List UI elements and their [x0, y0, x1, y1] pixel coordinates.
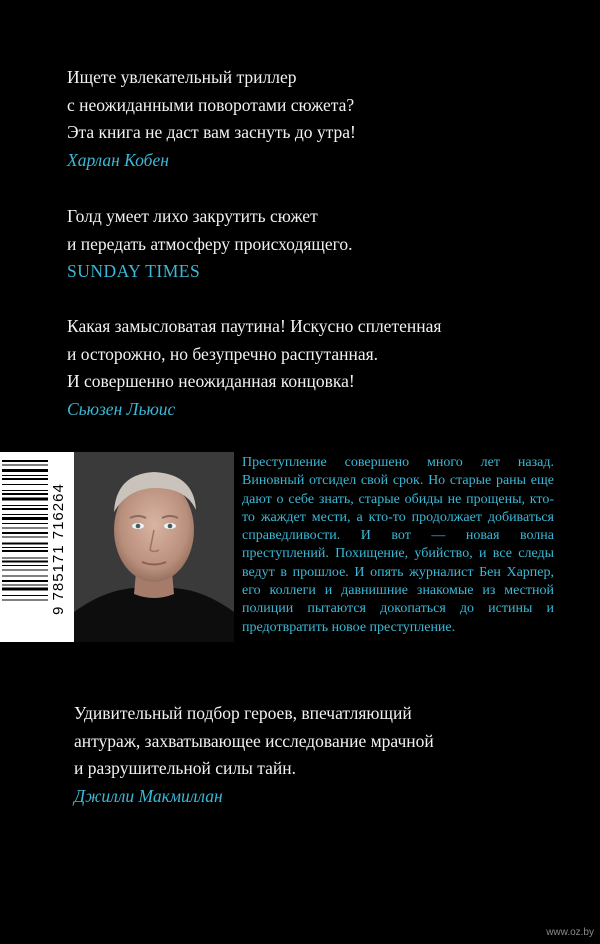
quote-author: Джилли Макмиллан: [74, 785, 223, 806]
barcode-bar: [2, 570, 48, 571]
author-portrait-image: [74, 452, 234, 642]
barcode-bar: [2, 493, 48, 495]
barcode-bar: [2, 465, 48, 466]
barcode-bar: [2, 508, 48, 510]
barcode-bar: [2, 484, 48, 485]
barcode-bar: [2, 517, 48, 520]
quote-line: антураж, захватывающее исследование мрачной: [74, 730, 434, 751]
quote-line: и осторожно, но безупречно распутанная.: [67, 343, 379, 364]
barcode-bar: [2, 478, 48, 480]
watermark: www.oz.by: [546, 927, 594, 938]
quote-1: [67, 64, 356, 174]
barcode-bars: [2, 460, 48, 638]
barcode-bar: [2, 514, 48, 515]
barcode-bar: [2, 595, 48, 596]
barcode-bar: [2, 561, 48, 563]
quote-line: и разрушительной силы тайн.: [74, 758, 296, 778]
barcode-bar: [2, 576, 48, 577]
quote-author: SUNDAY TIMES: [67, 261, 201, 281]
barcode-bar: [2, 475, 48, 476]
quote-line: Ищете увлекательный триллер: [67, 67, 297, 87]
barcode-bar: [2, 523, 48, 524]
barcode-bar: [2, 469, 48, 472]
barcode-bar: [2, 588, 48, 591]
barcode: [0, 452, 74, 642]
barcode-bar: [2, 600, 48, 601]
barcode-bar: [2, 547, 48, 548]
barcode-bar: [2, 537, 48, 538]
quote-line: Какая замысловатая паутина! Искусно сплетенная: [67, 316, 442, 336]
barcode-bar: [2, 490, 48, 491]
barcode-bar: [2, 505, 48, 506]
quote-4: [74, 700, 434, 810]
author-photo: [74, 452, 234, 642]
barcode-bar: [2, 565, 48, 566]
quote-line: Удивительный подбор героев, впечатляющий: [74, 703, 412, 723]
barcode-bar: [2, 550, 48, 552]
quote-author: Харлан Кобен: [67, 149, 169, 170]
barcode-bar: [2, 585, 48, 586]
barcode-bar: [2, 580, 48, 582]
quote-line: И совершенно неожиданная концовка!: [67, 371, 355, 391]
barcode-number: 9 785171 716264: [50, 483, 67, 615]
barcode-bar: [2, 543, 48, 545]
book-description: Преступление совершено много лет назад. Виновный отсидел свой срок. Но старые раны еще дают о себе знать, старые обиды не прощены, кто-то жаждет мести, а кто-то продолжает добиваться справедливости. И вот — новая волна преступлений. Похищение, убийство, и все следы ведут в прошлое. И опять журналист Бен Харпер, его коллеги и давнишние знакомые из местной полиции пытаются докопаться до истины и предотвратить новое преступление.: [242, 455, 554, 635]
quote-line: и передать атмосферу происходящего.: [67, 233, 353, 254]
quote-line: с неожиданными поворотами сюжета?: [67, 94, 355, 115]
barcode-bar: [2, 558, 48, 559]
quote-2: [67, 203, 353, 286]
barcode-bar: [2, 460, 48, 462]
barcode-bar: [2, 532, 48, 534]
quote-3: [67, 313, 441, 423]
quote-line: Голд умеет лихо закрутить сюжет: [67, 206, 318, 226]
quote-line: Эта книга не даст вам заснуть до утра!: [67, 122, 356, 142]
barcode-bar: [2, 528, 48, 529]
quote-author: Сьюзен Льюис: [67, 398, 176, 419]
barcode-bar: [2, 498, 48, 501]
